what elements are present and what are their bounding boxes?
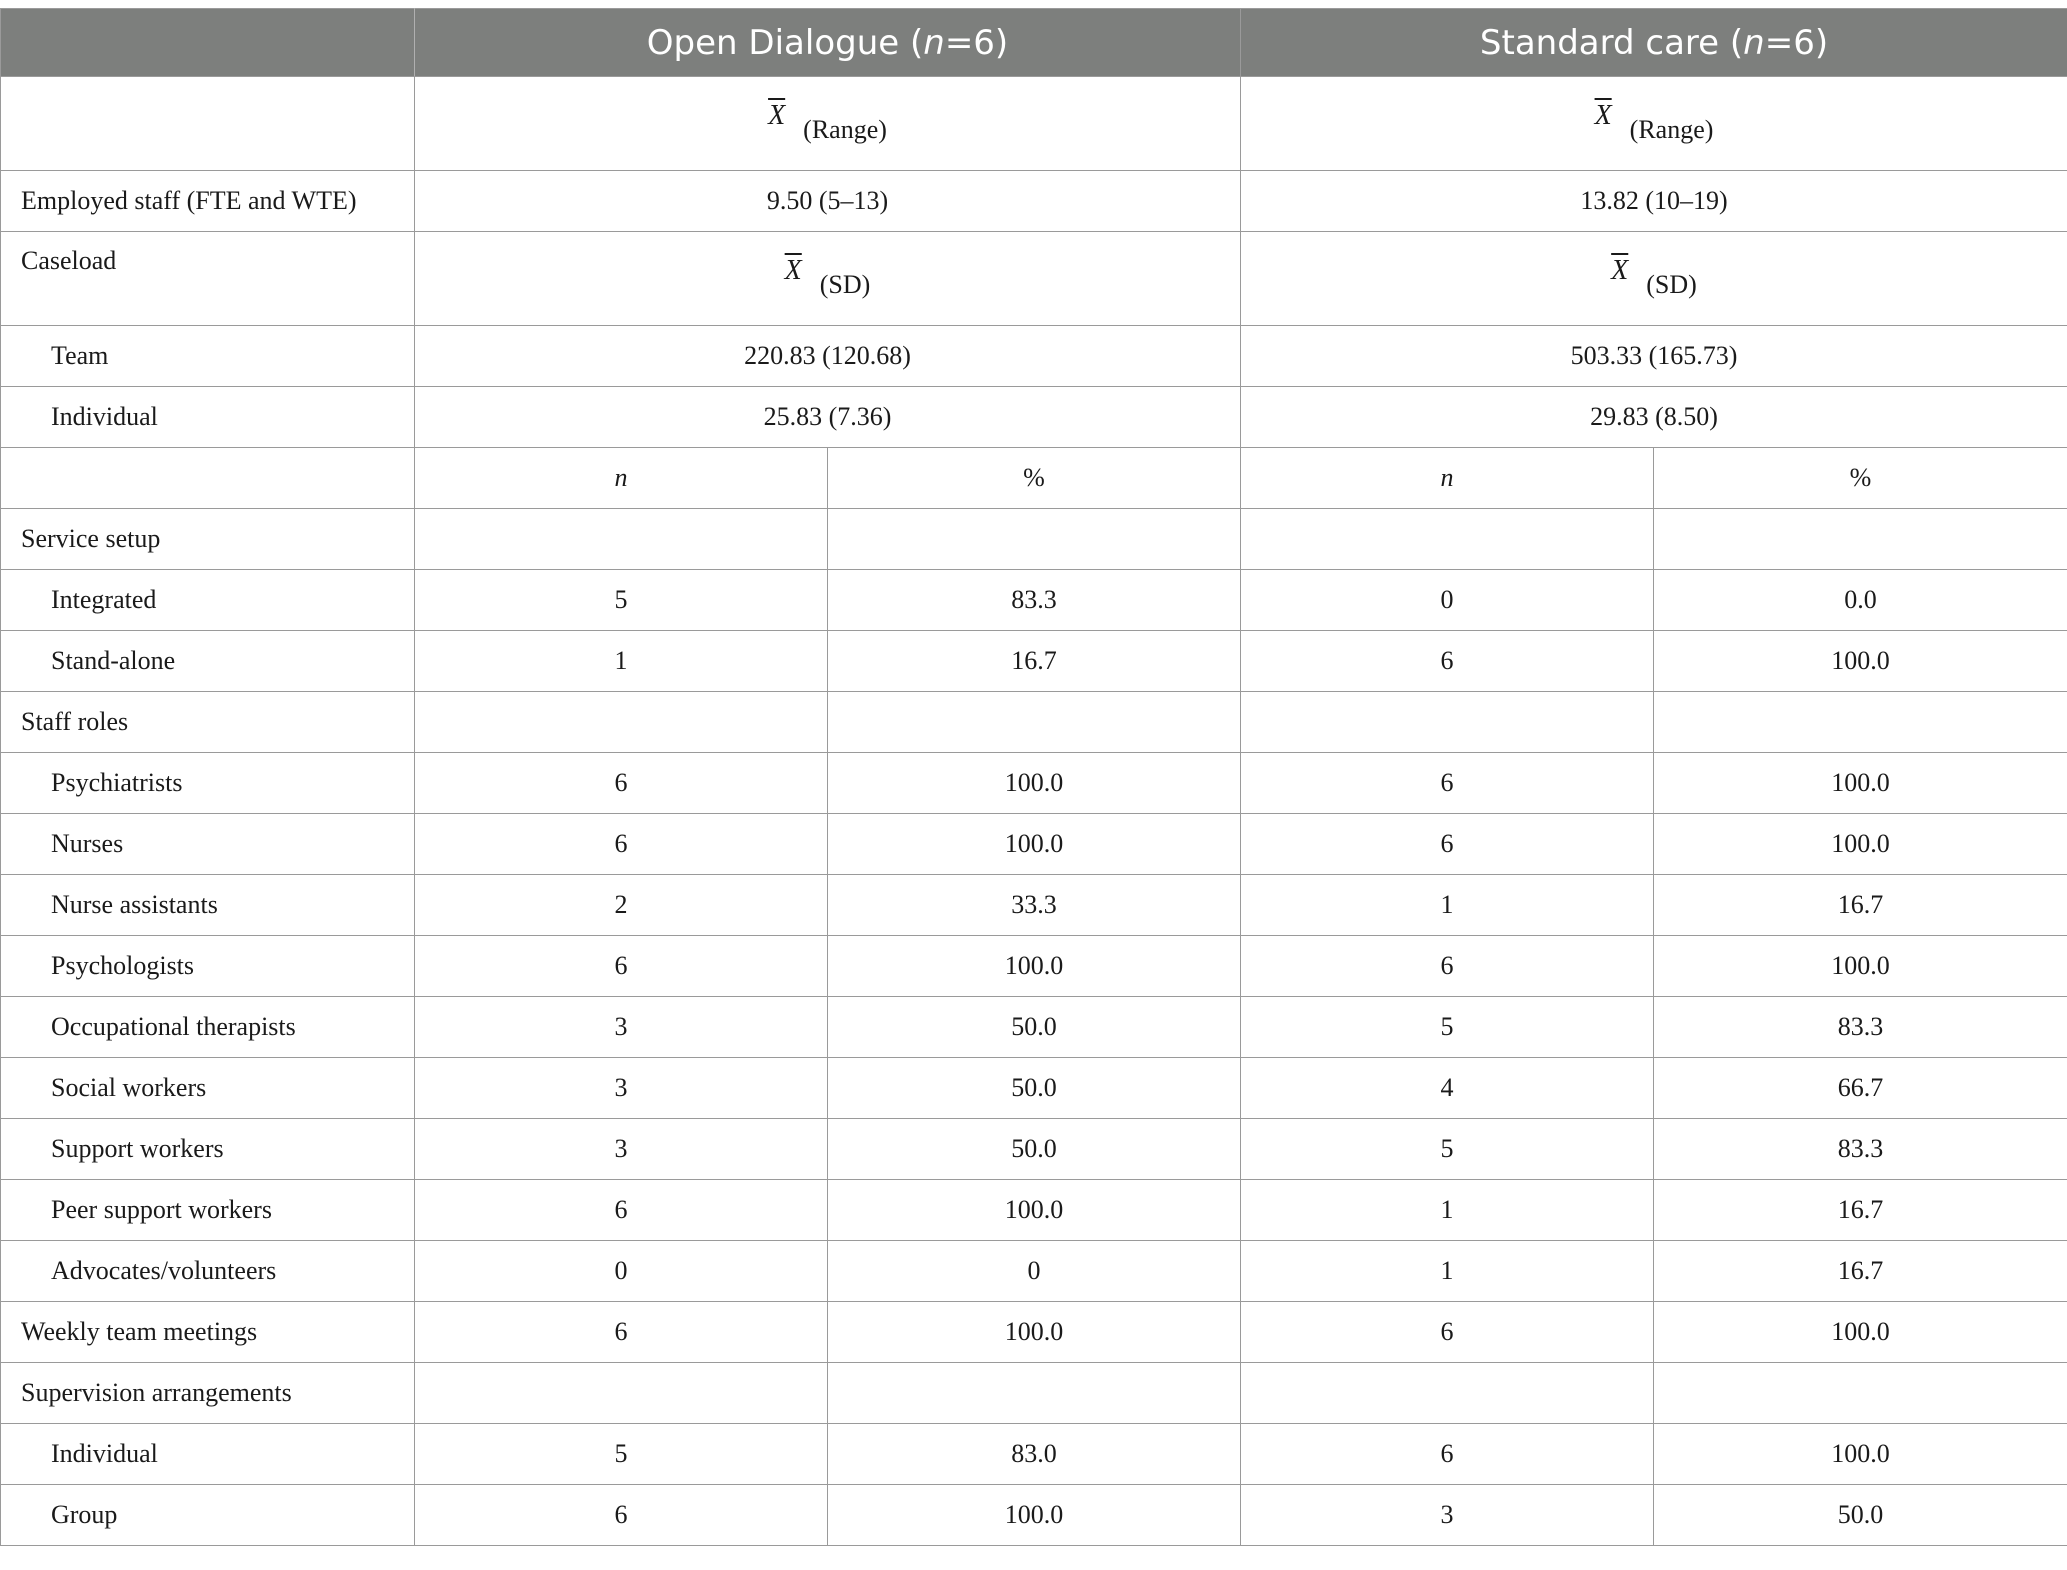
table-row [1,875,2067,936]
caseload-row [1,232,2067,326]
cell-od-n: 6 [415,1180,828,1241]
row-label: Psychologists [1,936,415,997]
cell-od-n: 0 [415,1241,828,1302]
cell-sc: 29.83 (8.50) [1241,387,2067,448]
cell-od-n: 2 [415,875,828,936]
empty-cell [415,692,828,753]
cell-od-n: 3 [415,997,828,1058]
empty-cell [828,692,1241,753]
cell-od-pct: 0 [828,1241,1241,1302]
empty-cell [1241,692,1654,753]
row-label: Peer support workers [1,1180,415,1241]
cell-od-n: 1 [415,631,828,692]
row-label: Weekly team meetings [1,1302,415,1363]
cell-sc-pct: 100.0 [1654,936,2067,997]
cell-sc-n: 5 [1241,997,1654,1058]
table-row [1,1485,2067,1546]
header-empty-cell [1,9,415,77]
subheader-n: n [1241,448,1654,509]
table-row [1,936,2067,997]
empty-cell [415,1363,828,1424]
cell-sc-n: 6 [1241,631,1654,692]
cell-sc-pct: 16.7 [1654,1180,2067,1241]
row-label: Integrated [1,570,415,631]
table-row [1,1180,2067,1241]
header-open-dialogue: Open Dialogue (n=6) [415,9,1241,77]
cell-sc-pct: 66.7 [1654,1058,2067,1119]
table-row [1,1424,2067,1485]
row-label: Advocates/volunteers [1,1241,415,1302]
row-label: Nurse assistants [1,875,415,936]
section-row [1,509,2067,570]
cell-sc-n: 1 [1241,1180,1654,1241]
cell-sc-pct: 50.0 [1654,1485,2067,1546]
cell-od-pct: 50.0 [828,1058,1241,1119]
table-row [1,631,2067,692]
empty-cell [828,1363,1241,1424]
table-row [1,753,2067,814]
row-label: Individual [1,1424,415,1485]
cell-od-n: 3 [415,1058,828,1119]
cell-od-n: 5 [415,1424,828,1485]
row-label: Employed staff (FTE and WTE) [1,171,415,232]
cell-sc-pct: 100.0 [1654,753,2067,814]
section-label: Service setup [1,509,415,570]
cell-od-pct: 50.0 [828,1119,1241,1180]
row-label: Social workers [1,1058,415,1119]
section-label: Staff roles [1,692,415,753]
cell-sc-pct: 16.7 [1654,875,2067,936]
table-row [1,1058,2067,1119]
subheader-n: n [415,448,828,509]
cell-od-n: 6 [415,814,828,875]
table-row [1,814,2067,875]
cell-sc-n: 0 [1241,570,1654,631]
cell-od-pct: 100.0 [828,1302,1241,1363]
row-label: Stand-alone [1,631,415,692]
empty-cell [1,77,415,171]
cell-sc: 503.33 (165.73) [1241,326,2067,387]
cell-sc-pct: 100.0 [1654,814,2067,875]
header-standard-care: Standard care (n=6) [1241,9,2067,77]
row-label: Individual [1,387,415,448]
section-row [1,1363,2067,1424]
cell-sc-n: 4 [1241,1058,1654,1119]
cell-sc-pct: 0.0 [1654,570,2067,631]
table-row [1,387,2067,448]
cell-od: 220.83 (120.68) [415,326,1241,387]
cell-sc-pct: 83.3 [1654,997,2067,1058]
table-row [1,326,2067,387]
table-container [0,8,2067,1546]
cell-sc-n: 6 [1241,753,1654,814]
cell-sc-n: 1 [1241,1241,1654,1302]
cell-od-pct: 50.0 [828,997,1241,1058]
cell-od-n: 6 [415,1485,828,1546]
mean-range-row [1,77,2067,171]
cell-od-pct: 16.7 [828,631,1241,692]
table-row [1,1119,2067,1180]
cell-od-pct: 83.0 [828,1424,1241,1485]
subheader-pct: % [828,448,1241,509]
table-row [1,997,2067,1058]
header-row [1,9,2067,77]
cell-od-pct: 100.0 [828,1485,1241,1546]
supervision-body [1,1424,2067,1546]
empty-cell [1241,509,1654,570]
cell-od-n: 6 [415,936,828,997]
empty-cell [1654,1363,2067,1424]
empty-cell [828,509,1241,570]
mean-range-od: $\overline{X}$ (Range) [415,77,1241,171]
service-setup-body [1,570,2067,692]
row-label: Support workers [1,1119,415,1180]
mean-sd-od: $\overline{X}$ (SD) [415,232,1241,326]
cell-sc-pct: 100.0 [1654,1302,2067,1363]
cell-od-n: 5 [415,570,828,631]
row-label: Psychiatrists [1,753,415,814]
cell-sc-pct: 100.0 [1654,631,2067,692]
subheader-pct: % [1654,448,2067,509]
table-row [1,171,2067,232]
cell-od-pct: 33.3 [828,875,1241,936]
cell-od-pct: 100.0 [828,753,1241,814]
cell-od-pct: 100.0 [828,1180,1241,1241]
cell-sc-pct: 83.3 [1654,1119,2067,1180]
mean-sd-sc: $\overline{X}$ (SD) [1241,232,2067,326]
cell-od-pct: 83.3 [828,570,1241,631]
cell-od-pct: 100.0 [828,814,1241,875]
empty-cell [1654,509,2067,570]
empty-cell [1654,692,2067,753]
cell-sc-n: 1 [1241,875,1654,936]
section-row [1,692,2067,753]
row-label: Nurses [1,814,415,875]
table-row [1,1302,2067,1363]
cell-od: 9.50 (5–13) [415,171,1241,232]
row-label: Team [1,326,415,387]
row-label: Group [1,1485,415,1546]
table-row [1,1241,2067,1302]
staffing-comparison-table [0,8,2067,1546]
subheader-row [1,448,2067,509]
cell-sc-n: 6 [1241,1424,1654,1485]
staff-roles-body [1,753,2067,1302]
empty-cell [415,509,828,570]
cell-sc-n: 6 [1241,814,1654,875]
cell-sc-pct: 16.7 [1654,1241,2067,1302]
cell-od-pct: 100.0 [828,936,1241,997]
cell-sc-n: 3 [1241,1485,1654,1546]
row-label: Occupational therapists [1,997,415,1058]
mean-range-sc: $\overline{X}$ (Range) [1241,77,2067,171]
cell-sc-n: 6 [1241,936,1654,997]
empty-cell [1241,1363,1654,1424]
cell-sc-n: 6 [1241,1302,1654,1363]
cell-od-n: 6 [415,1302,828,1363]
row-label: Caseload [1,232,415,326]
table-row [1,570,2067,631]
cell-sc-n: 5 [1241,1119,1654,1180]
section-label: Supervision arrangements [1,1363,415,1424]
cell-od-n: 6 [415,753,828,814]
cell-sc-pct: 100.0 [1654,1424,2067,1485]
cell-sc: 13.82 (10–19) [1241,171,2067,232]
empty-cell [1,448,415,509]
cell-od-n: 3 [415,1119,828,1180]
cell-od: 25.83 (7.36) [415,387,1241,448]
